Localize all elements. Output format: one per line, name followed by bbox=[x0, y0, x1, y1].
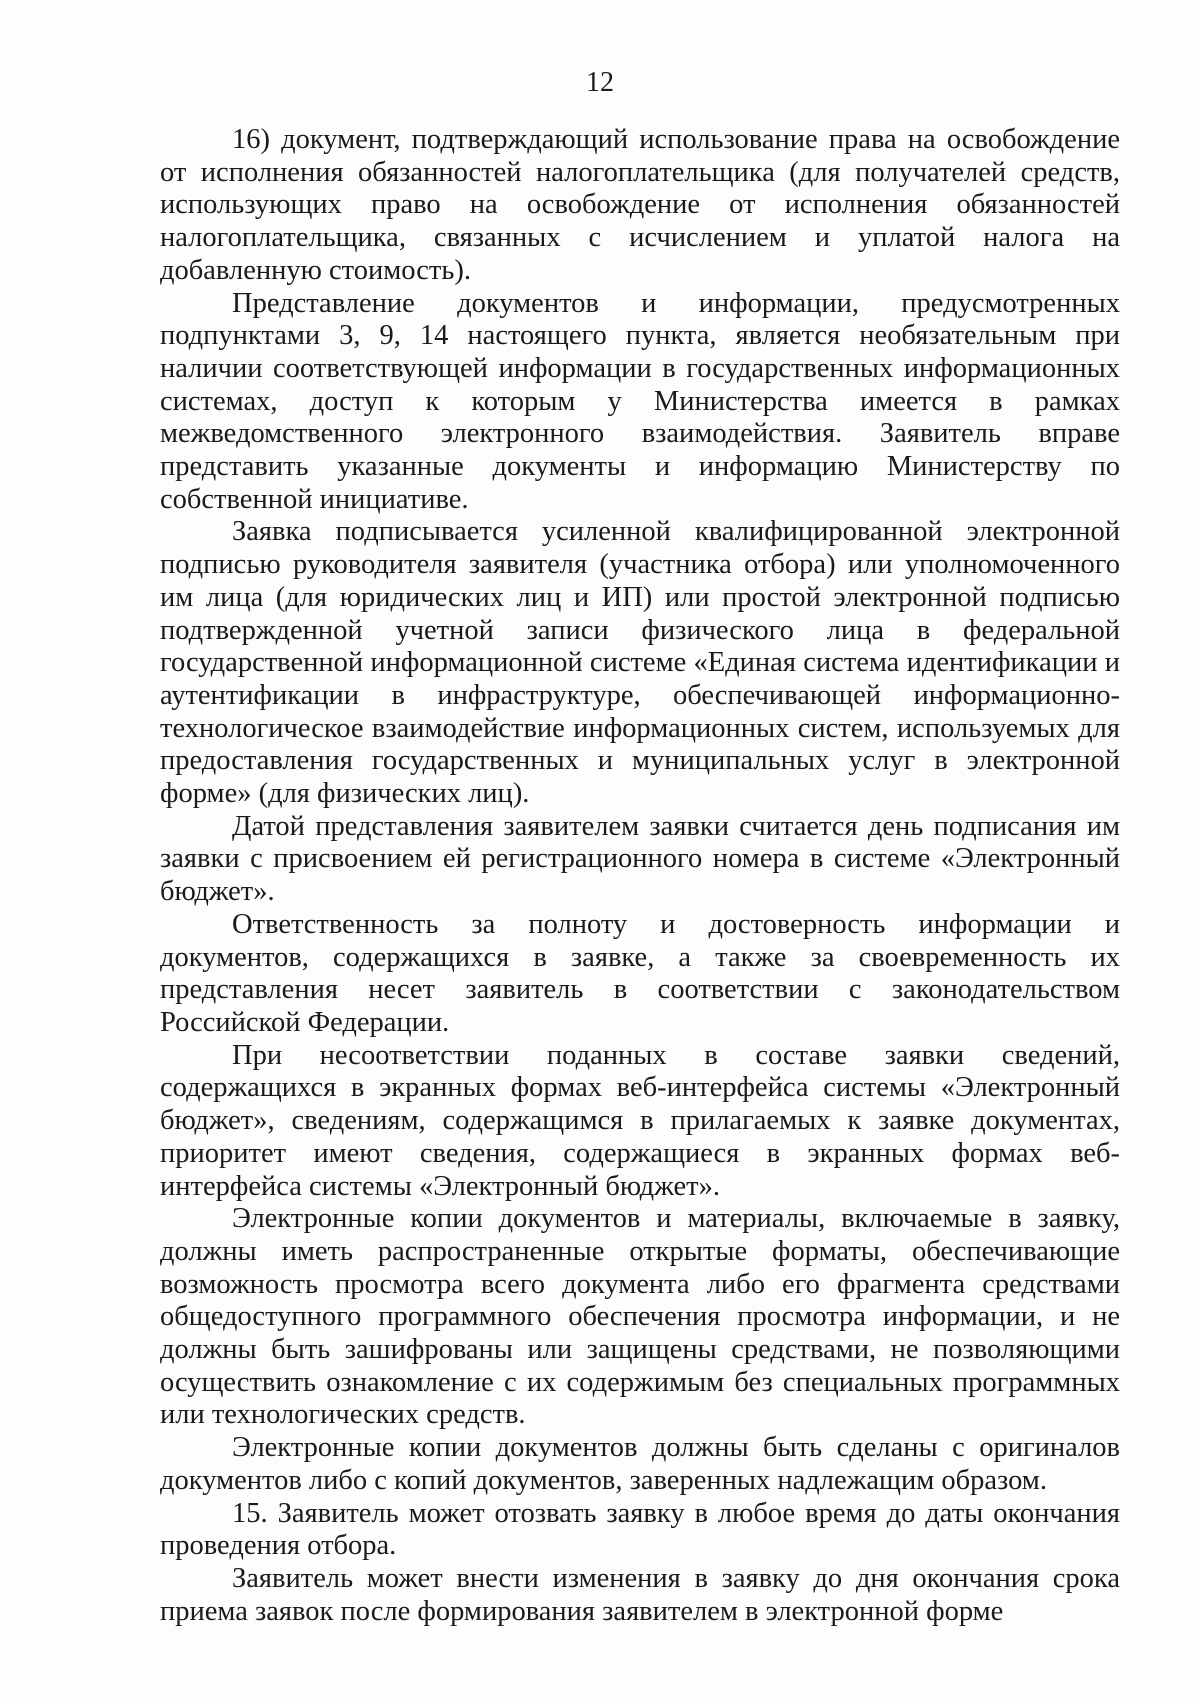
paragraph-electronic-formats: Электронные копии документов и материалы, включаемые в заявку, должны иметь распространенные открытые форматы, обеспечивающие возможность просмотра всего документа либо его фрагмента средствами общедоступного программного обеспечения просмотра информации, и не должны быть зашифрованы или защищены средствами, не позволяющими осуществить ознакомление с их содержимым без специальных программных или технологических средств. bbox=[160, 1203, 1120, 1431]
paragraph-responsibility: Ответственность за полноту и достоверность информации и документов, содержащихся в заявке, а также за своевременность их представления несет заявитель в соответствии с законодательством Российской Федерации. bbox=[160, 908, 1120, 1038]
document-body bbox=[160, 124, 1120, 1628]
paragraph-electronic-copies: Электронные копии документов должны быть сделаны с оригиналов документов либо с копий документов, заверенных надлежащим образом. bbox=[160, 1432, 1120, 1496]
paragraph-optional-documents: Представление документов и информации, предусмотренных подпунктами 3, 9, 14 настоящего пункта, является необязательным при наличии соответствующей информации в государственных информационных системах, доступ к которым у Министерства имеется в рамках межведомственного электронного взаимодействия. Заявитель вправе представить указанные документы и информацию Министерству по собственной инициативе. bbox=[160, 287, 1120, 515]
paragraph-submission-date: Датой представления заявителем заявки считается день подписания им заявки с присвоением ей регистрационного номера в системе «Электронный бюджет». bbox=[160, 810, 1120, 908]
paragraph-discrepancy-priority: При несоответствии поданных в составе заявки сведений, содержащихся в экранных формах веб-интерфейса системы «Электронный бюджет», сведениям, содержащимся в прилагаемых к заявке документах, приоритет имеют сведения, содержащиеся в экранных формах веб-интерфейса системы «Электронный бюджет». bbox=[160, 1039, 1120, 1202]
paragraph-item-16: 16) документ, подтверждающий использование права на освобождение от исполнения обязанностей налогоплательщика (для получателей средств, использующих право на освобождение от исполнения обязанностей налогоплательщика, связанных с исчислением и уплатой налога на добавленную стоимость). bbox=[160, 124, 1120, 286]
paragraph-application-changes: Заявитель может внести изменения в заявку до дня окончания срока приема заявок после формирования заявителем в электронной форме bbox=[160, 1562, 1120, 1627]
paragraph-item-15-withdrawal: 15. Заявитель может отозвать заявку в любое время до даты окончания проведения отбора. bbox=[160, 1497, 1120, 1562]
paragraph-application-signature: Заявка подписывается усиленной квалифицированной электронной подписью руководителя заявителя (участника отбора) или уполномоченного им лица (для юридических лиц и ИП) или простой электронной подписью подтвержденной учетной записи физического лица в федеральной государственной информационной системе «Единая система идентификации и аутентификации в инфраструктуре, обеспечивающей информационно-технологическое взаимодействие информационных систем, используемых для предоставления государственных и муниципальных услуг в электронной форме» (для физических лиц). bbox=[160, 516, 1120, 810]
page-number: 12 bbox=[586, 67, 614, 98]
